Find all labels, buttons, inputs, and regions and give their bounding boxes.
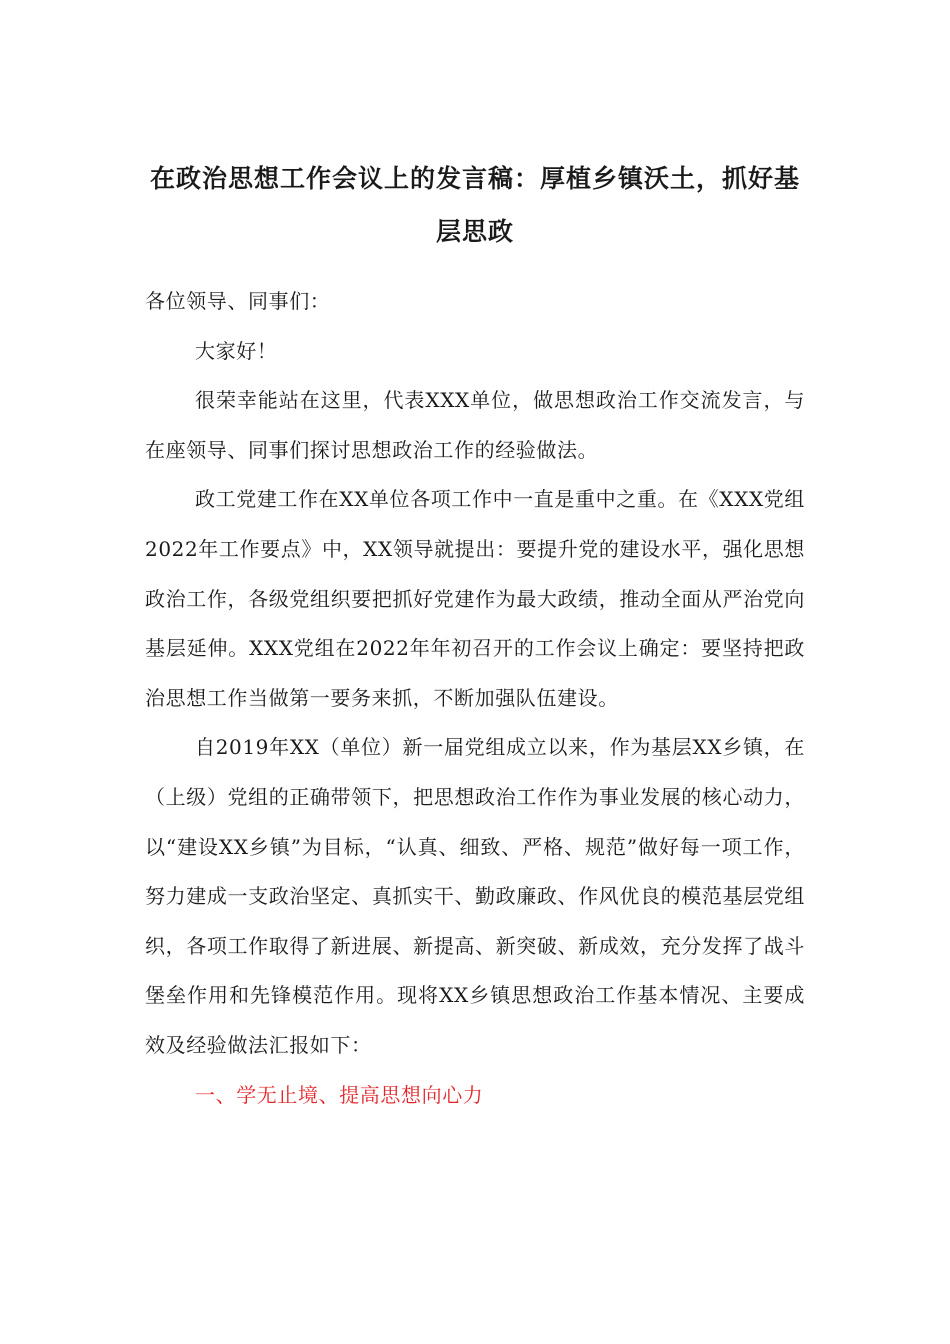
document-body <box>145 277 805 1120</box>
paragraph-intro: 很荣幸能站在这里，代表XXX单位，做思想政治工作交流发言，与在座领导、同事们探讨思想政治工作的经验做法。 <box>145 388 805 462</box>
paragraph-achievements: 自2019年XX（单位）新一届党组成立以来，作为基层XX乡镇，在（上级）党组的正确带领下，把思想政治工作作为事业发展的核心动力，以“建设XX乡镇”为目标，“认真、细致、严格、规范”做好每一项工作，努力建成一支政治坚定、真抓实干、勤政廉政、作风优良的模范基层党组织，各项工作取得了新进展、新提高、新突破、新成效，充分发挥了战斗堡垒作用和先锋模范作用。现将XX乡镇思想政治工作基本情况、主要成效及经验做法汇报如下： <box>145 735 805 1057</box>
section-heading: 一、学无止境、提高思想向心力 <box>195 1082 484 1107</box>
paragraph-party-building: 政工党建工作在XX单位各项工作中一直是重中之重。在《XXX党组2022年工作要点》中，XX领导就提出：要提升党的建设水平，强化思想政治工作，各级党组织要把抓好党建作为最大政绩，推动全面从严治党向基层延伸。XXX党组在2022年年初召开的工作会议上确定：要坚持把政治思想工作当做第一要务来抓，不断加强队伍建设。 <box>145 487 805 710</box>
page-title: 在政治思想工作会议上的发言稿：厚植乡镇沃土，抓好基层思政 <box>149 164 800 246</box>
greeting: 大家好！ <box>195 338 278 363</box>
salutation: 各位领导、同事们： <box>145 289 331 313</box>
